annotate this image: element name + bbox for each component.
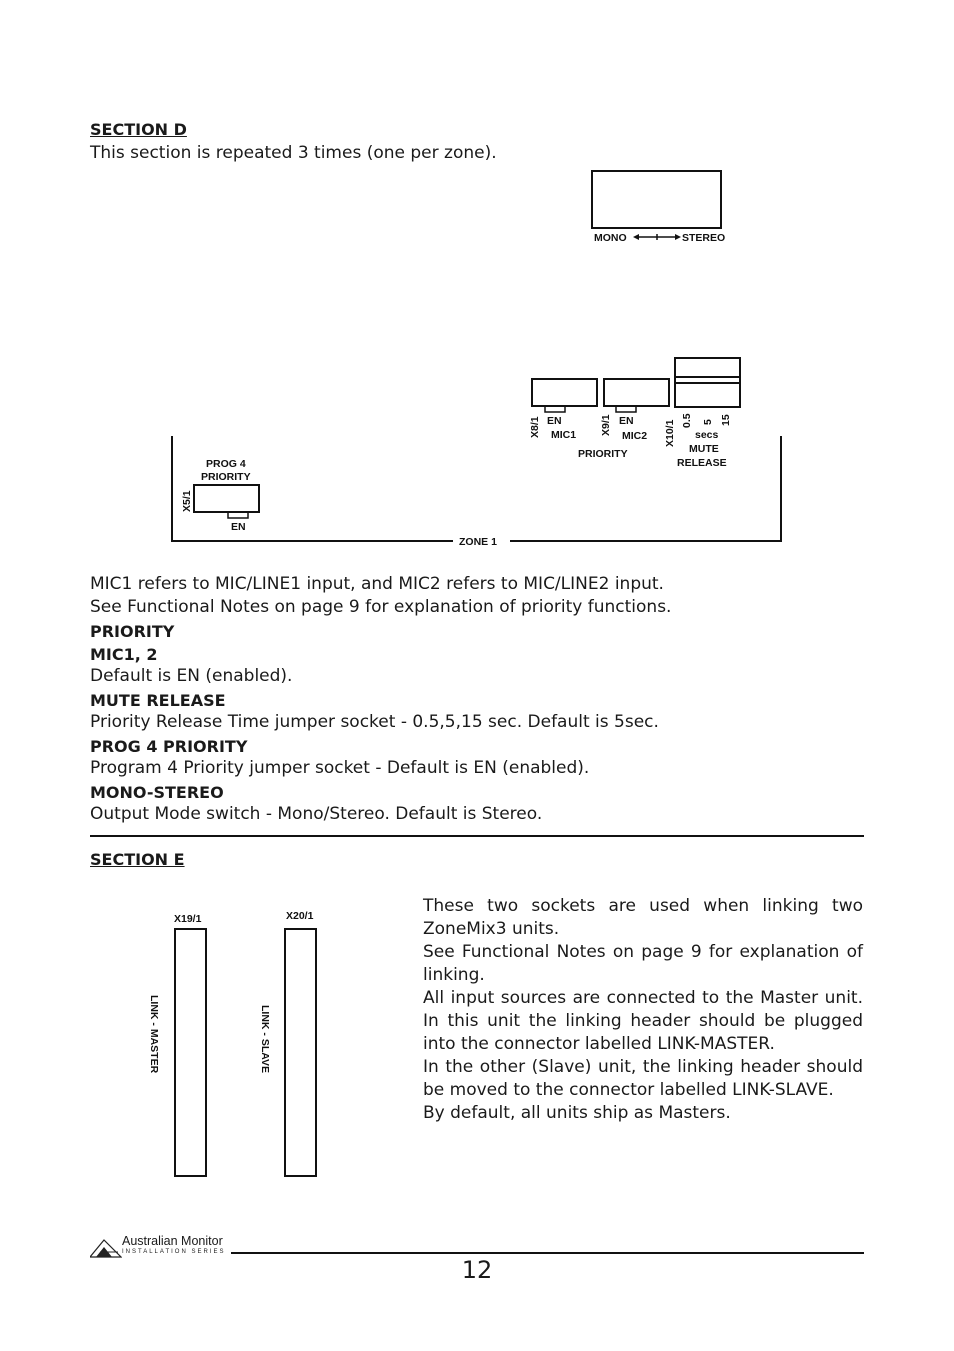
bracket-icon bbox=[615, 406, 637, 414]
time-5-label: 5 bbox=[702, 419, 714, 425]
body-line: Program 4 Priority jumper socket - Default is EN (enabled). bbox=[90, 758, 590, 778]
link-master-label: LINK - MASTER bbox=[148, 995, 160, 1074]
page-number: 12 bbox=[461, 1256, 493, 1284]
section-d-intro: This section is repeated 3 times (one per zone). bbox=[90, 143, 497, 163]
zone-border-right bbox=[780, 436, 782, 542]
prog4-en-label: EN bbox=[231, 521, 246, 533]
link-master-connector bbox=[174, 928, 207, 1177]
mic12-heading: MIC1, 2 bbox=[90, 645, 158, 664]
mic1-jumper bbox=[531, 378, 598, 407]
body-line: See Functional Notes on page 9 for explanation of priority functions. bbox=[90, 597, 672, 617]
section-e-p3: All input sources are connected to the Master unit. In this unit the linking header should be plugged into the connector labelled LINK-MASTER. bbox=[423, 988, 863, 1054]
double-arrow-icon bbox=[633, 231, 681, 243]
link-slave-connector bbox=[284, 928, 317, 1177]
mic2-en-label: EN bbox=[619, 415, 634, 427]
x8-label: X8/1 bbox=[529, 416, 541, 438]
mic1-en-label: EN bbox=[547, 415, 562, 427]
jumper-divider bbox=[674, 376, 741, 378]
section-e-p2: See Functional Notes on page 9 for explanation of linking. bbox=[423, 942, 863, 985]
zone-border-bottom-right bbox=[510, 540, 782, 542]
prog4-priority-heading: PROG 4 PRIORITY bbox=[90, 737, 248, 756]
zone-border-bottom-left bbox=[171, 540, 453, 542]
section-d-heading: SECTION D bbox=[90, 120, 187, 139]
section-e-p4: In the other (Slave) unit, the linking header should be moved to the connector labelled LINK-SLAVE. bbox=[423, 1057, 863, 1100]
mute-label: MUTE bbox=[689, 443, 719, 455]
section-divider bbox=[90, 835, 864, 837]
body-line: MIC1 refers to MIC/LINE1 input, and MIC2 refers to MIC/LINE2 input. bbox=[90, 574, 664, 594]
bracket-icon bbox=[227, 512, 249, 520]
secs-label: secs bbox=[695, 429, 719, 441]
release-label: RELEASE bbox=[677, 457, 727, 469]
mic2-label: MIC2 bbox=[622, 430, 648, 442]
mic2-jumper bbox=[603, 378, 670, 407]
priority-heading: PRIORITY bbox=[90, 622, 175, 641]
mute-release-heading: MUTE RELEASE bbox=[90, 691, 226, 710]
section-e-heading: SECTION E bbox=[90, 850, 185, 869]
x10-label: X10/1 bbox=[664, 419, 676, 447]
brand-series: INSTALLATION SERIES bbox=[122, 1249, 226, 1255]
prog4-jumper bbox=[193, 484, 260, 513]
time-05-label: 0.5 bbox=[681, 413, 693, 428]
prog4-label: PROG 4 bbox=[206, 458, 246, 470]
x9-label: X9/1 bbox=[600, 414, 612, 436]
section-d-body bbox=[90, 574, 870, 827]
brand-logo-icon bbox=[90, 1236, 122, 1258]
mono-stereo-switch bbox=[591, 170, 722, 229]
x20-label: X20/1 bbox=[286, 910, 314, 922]
stereo-label: STEREO bbox=[682, 232, 726, 244]
bracket-icon bbox=[544, 406, 566, 414]
zone-label: ZONE 1 bbox=[459, 536, 497, 548]
priority-label: PRIORITY bbox=[578, 448, 628, 460]
x5-label: X5/1 bbox=[181, 490, 193, 512]
x19-label: X19/1 bbox=[174, 913, 202, 925]
section-e-p5: By default, all units ship as Masters. bbox=[423, 1103, 731, 1123]
body-line: Output Mode switch - Mono/Stereo. Default is Stereo. bbox=[90, 804, 543, 824]
prog4-priority-label: PRIORITY bbox=[201, 471, 251, 483]
link-slave-label: LINK - SLAVE bbox=[259, 1005, 271, 1074]
brand-name: Australian Monitor bbox=[122, 1234, 223, 1248]
mic1-label: MIC1 bbox=[551, 429, 577, 441]
jumper-divider bbox=[674, 382, 741, 384]
section-e-p1: These two sockets are used when linking two ZoneMix3 units. bbox=[423, 896, 863, 939]
zone-border-left bbox=[171, 436, 173, 542]
mono-stereo-heading: MONO-STEREO bbox=[90, 783, 224, 802]
body-line: Priority Release Time jumper socket - 0.5,5,15 sec. Default is 5sec. bbox=[90, 712, 659, 732]
section-e-text bbox=[423, 895, 863, 1125]
footer-rule bbox=[231, 1252, 864, 1254]
mono-label: MONO bbox=[594, 232, 627, 244]
body-line: Default is EN (enabled). bbox=[90, 666, 293, 686]
time-15-label: 15 bbox=[720, 414, 732, 426]
